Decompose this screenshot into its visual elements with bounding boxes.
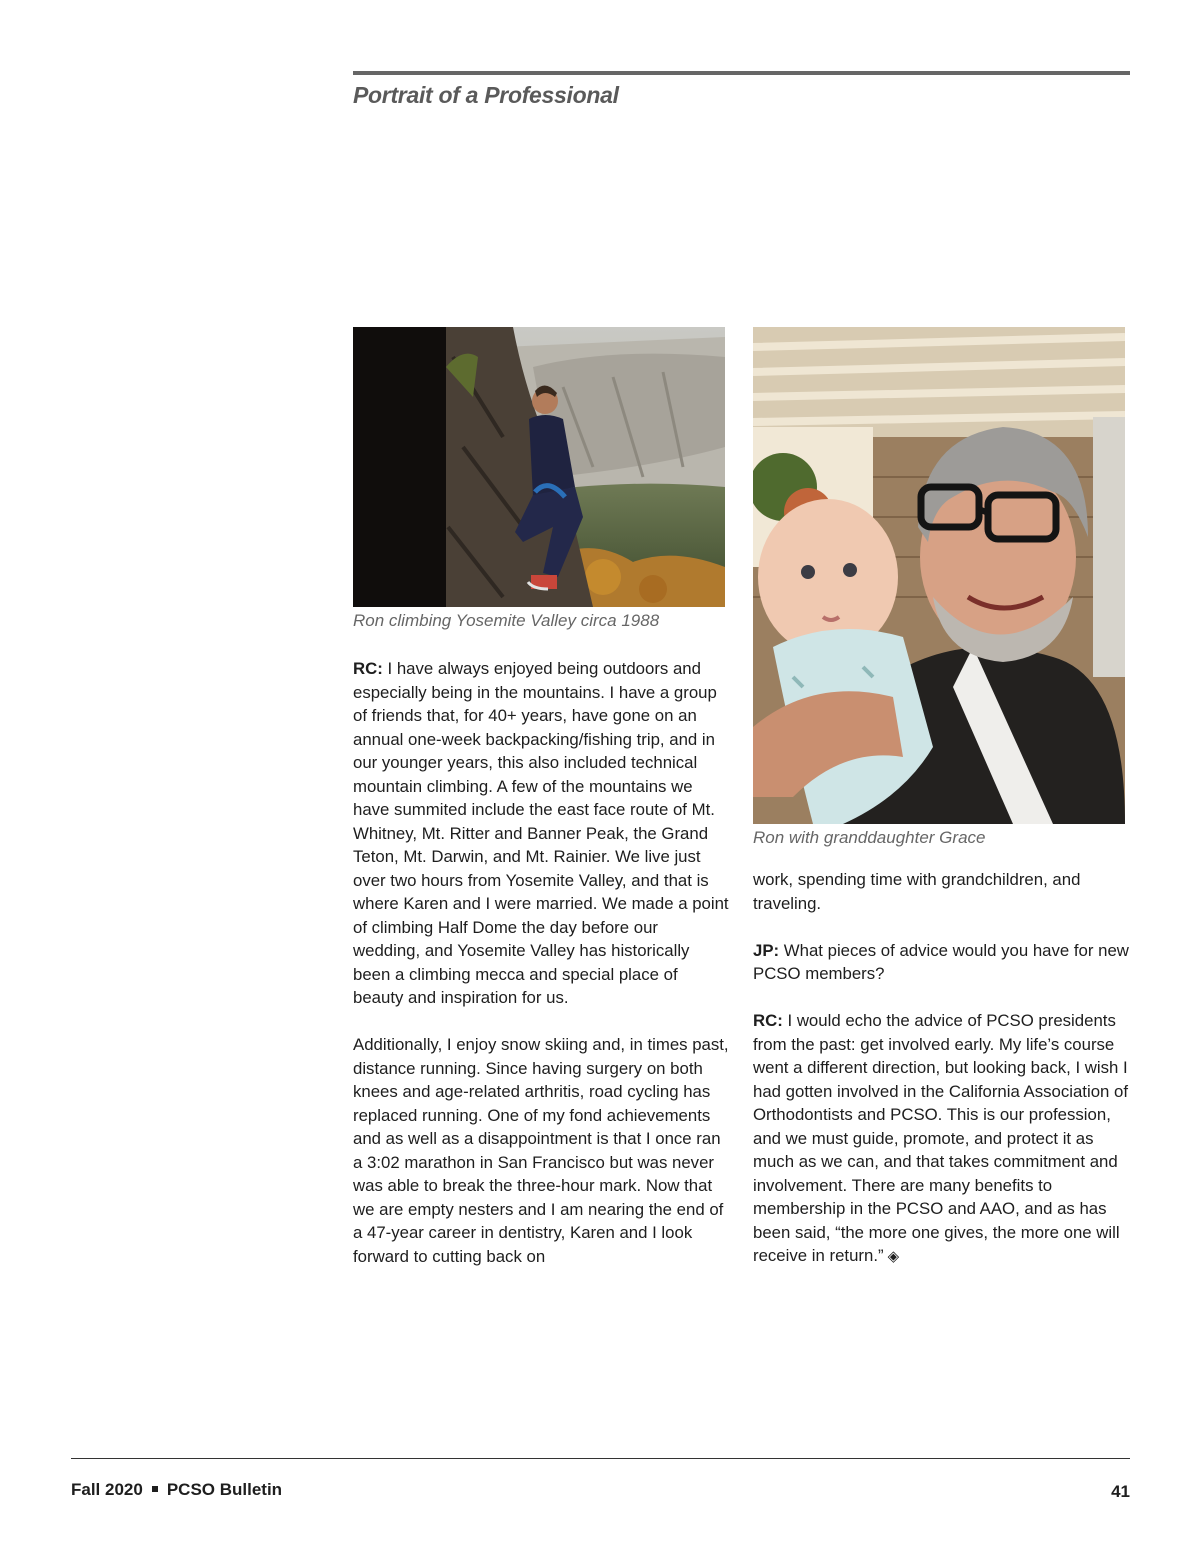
article-column-right [753, 868, 1130, 1292]
grace-photo-caption: Ron with granddaughter Grace [753, 828, 986, 847]
footer-publication [71, 1480, 282, 1500]
paragraph-text: What pieces of advice would you have for new PCSO members? [753, 940, 1129, 983]
answer-paragraph [353, 657, 729, 1010]
footer-publication-name: PCSO Bulletin [166, 1480, 283, 1499]
speaker-label: RC: [353, 659, 383, 678]
footer-separator-icon [152, 1486, 158, 1492]
paragraph-text: I have always enjoyed being outdoors and especially being in the mountains. I have a group of friends that, for 40+ years, have gone on an annual one-week backpacking/fishing trip, and in our younger years, this also included technical mountain climbing. A few of the mountains we have summited include the east face route of Mt. Whitney, Mt. Ritter and Banner Peak, the Grand Teton, Mt. Darwin, and Mt. Rainier. We live just over two hours from Yosemite Valley, and that is where Karen and I were married. We made a point of climbing Half Dome the day before our wedding, and Yosemite Valley has historically been a climbing mecca and special place of beauty and inspiration for us. [353, 659, 729, 1007]
paragraph-text: work, spending time with grandchildren, and traveling. [753, 870, 1081, 913]
paragraph-text: Additionally, I enjoy snow skiing and, in times past, distance running. Since having surgery on both knees and age-related arthritis, road cycling has replaced running. One of my fond achievements and as well as a disappointment is that I once ran a 3:02 marathon in San Francisco but was never was able to break the three-hour mark. Now that we are empty nesters and I am nearing the end of a 47-year career in dentistry, Karen and I look forward to cutting back on [353, 1035, 729, 1266]
footer-issue: Fall 2020 [71, 1480, 143, 1499]
climbing-photo-illustration [353, 327, 725, 607]
grace-photo [753, 327, 1125, 824]
speaker-label: JP: [753, 940, 780, 960]
grace-photo-illustration [753, 327, 1125, 824]
end-mark-icon: ◈ [887, 1248, 900, 1265]
speaker-label: RC: [753, 1011, 783, 1030]
paragraph-text: I would echo the advice of PCSO presidents from the past: get involved early. My life’s course went a different direction, but looking back, I wish I had gotten involved in the California Association of Orthodontists and PCSO. This is our profession, and we must guide, promote, and protect it as much as we can, and that takes commitment and involvement. There are many benefits to membership in the PCSO and AAO, and as has been said, “the more one gives, the more one will receive in return.” [753, 1011, 1129, 1265]
article-column-left [353, 657, 729, 1292]
page-number: 41 [1111, 1482, 1130, 1501]
climbing-photo [353, 327, 725, 607]
header-rule [353, 71, 1130, 75]
answer-paragraph [753, 1009, 1130, 1269]
answer-paragraph [753, 868, 1130, 915]
footer-rule [71, 1458, 1130, 1459]
section-title: Portrait of a Professional [353, 82, 619, 108]
answer-paragraph [353, 1033, 729, 1268]
question-paragraph [753, 939, 1130, 986]
climbing-photo-caption: Ron climbing Yosemite Valley circa 1988 [353, 611, 660, 630]
